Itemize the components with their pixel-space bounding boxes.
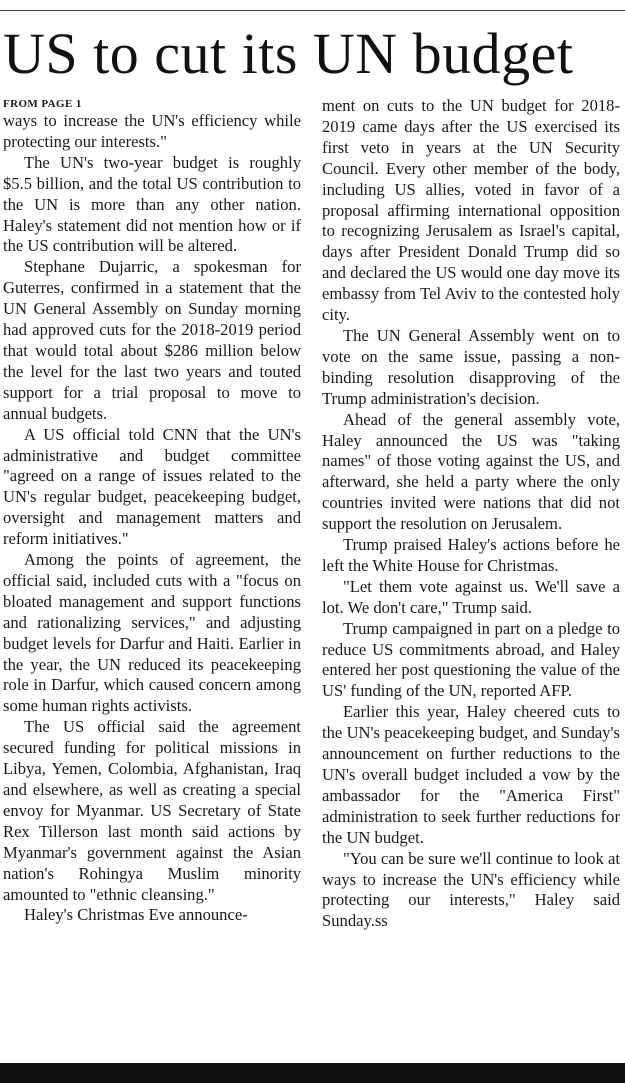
paragraph: Ahead of the general assembly vote, Haley announced the US was "taking names" of those voting against the US, and afterward, she held a party where the only countries invited were nations that did not support the resolution on Jerusalem.: [322, 409, 620, 534]
paragraph: Trump campaigned in part on a pledge to reduce US commitments abroad, and Haley entered her post questioning the value of the US' funding of the UN, reported AFP.: [322, 618, 620, 701]
paragraph: Earlier this year, Haley cheered cuts to the UN's peacekeeping budget, and Sunday's announcement on further reductions to the UN's overall budget included a vow by the ambassador for the "America First" administration to seek further reductions for the UN budget.: [322, 702, 620, 847]
paragraph: "You can be sure we'll continue to look at ways to increase the UN's efficiency while protecting our interests," Haley said Sunday.ss: [322, 848, 620, 931]
headline: US to cut its UN budget: [3, 21, 574, 86]
right-column: [322, 96, 620, 932]
paragraph: Haley's Christmas Eve announce-: [24, 905, 248, 925]
jump-kicker: FROM PAGE 1: [3, 98, 82, 110]
paragraph: "Let them vote against us. We'll save a lot. We don't care," Trump said.: [322, 576, 620, 617]
paragraph: Among the points of agreement, the official said, included cuts with a "focus on bloated management and support functions and rationalizing services," and adjusting budget levels for Darfur and Haiti. Earlier in the year, the UN reduced its peacekeeping role in Darfur, which caused concern among some human rights activists.: [3, 550, 301, 716]
left-column: [3, 98, 301, 926]
bottom-border: [0, 1063, 625, 1083]
paragraph: The UN General Assembly went on to vote on the same issue, passing a non-binding resolution disapproving of the Trump administration's decision.: [322, 325, 620, 408]
paragraph: The US official said the agreement secured funding for political missions in Libya, Yemen, Colombia, Afghanistan, Iraq and elsewhere, as well as creating a special envoy for Myanmar. US Secretary of State Rex Tillerson last month said actions by Myanmar's government against the Asian nation's Rohingya Muslim minority amounted to "ethnic cleansing.": [3, 717, 301, 904]
paragraph: ment on cuts to the UN budget for 2018-2019 came days after the US exercised its first veto in years at the UN Security Council. Every other member of the body, including US allies, voted in favor of a proposal affirming international opposition to recognizing Jerusalem as Israel's capital, days after President Donald Trump did so and declared the US would one day move its embassy from Tel Aviv to the contested holy city.: [322, 96, 620, 325]
paragraph: A US official told CNN that the UN's administrative and budget committee "agreed on a range of issues related to the UN's regular budget, peacekeeping budget, oversight and management matters and reform initiatives.": [3, 424, 301, 549]
paragraph: The UN's two-year budget is roughly $5.5 billion, and the total US contribution to the UN is more than any other nation. Haley's statement did not mention how or if the US contribution will be altered.: [3, 152, 301, 256]
paragraph: Stephane Dujarric, a spokesman for Guterres, confirmed in a statement that the UN General Assembly on Sunday morning had approved cuts for the 2018-2019 period that would total about $286 million below the level for the last two years and touted support for a trial proposal to move to annual budgets.: [3, 257, 301, 423]
top-rule: [0, 10, 625, 11]
paragraph: ways to increase the UN's efficiency while protecting our interests.": [3, 111, 301, 151]
paragraph: Trump praised Haley's actions before he left the White House for Christmas.: [322, 535, 620, 575]
